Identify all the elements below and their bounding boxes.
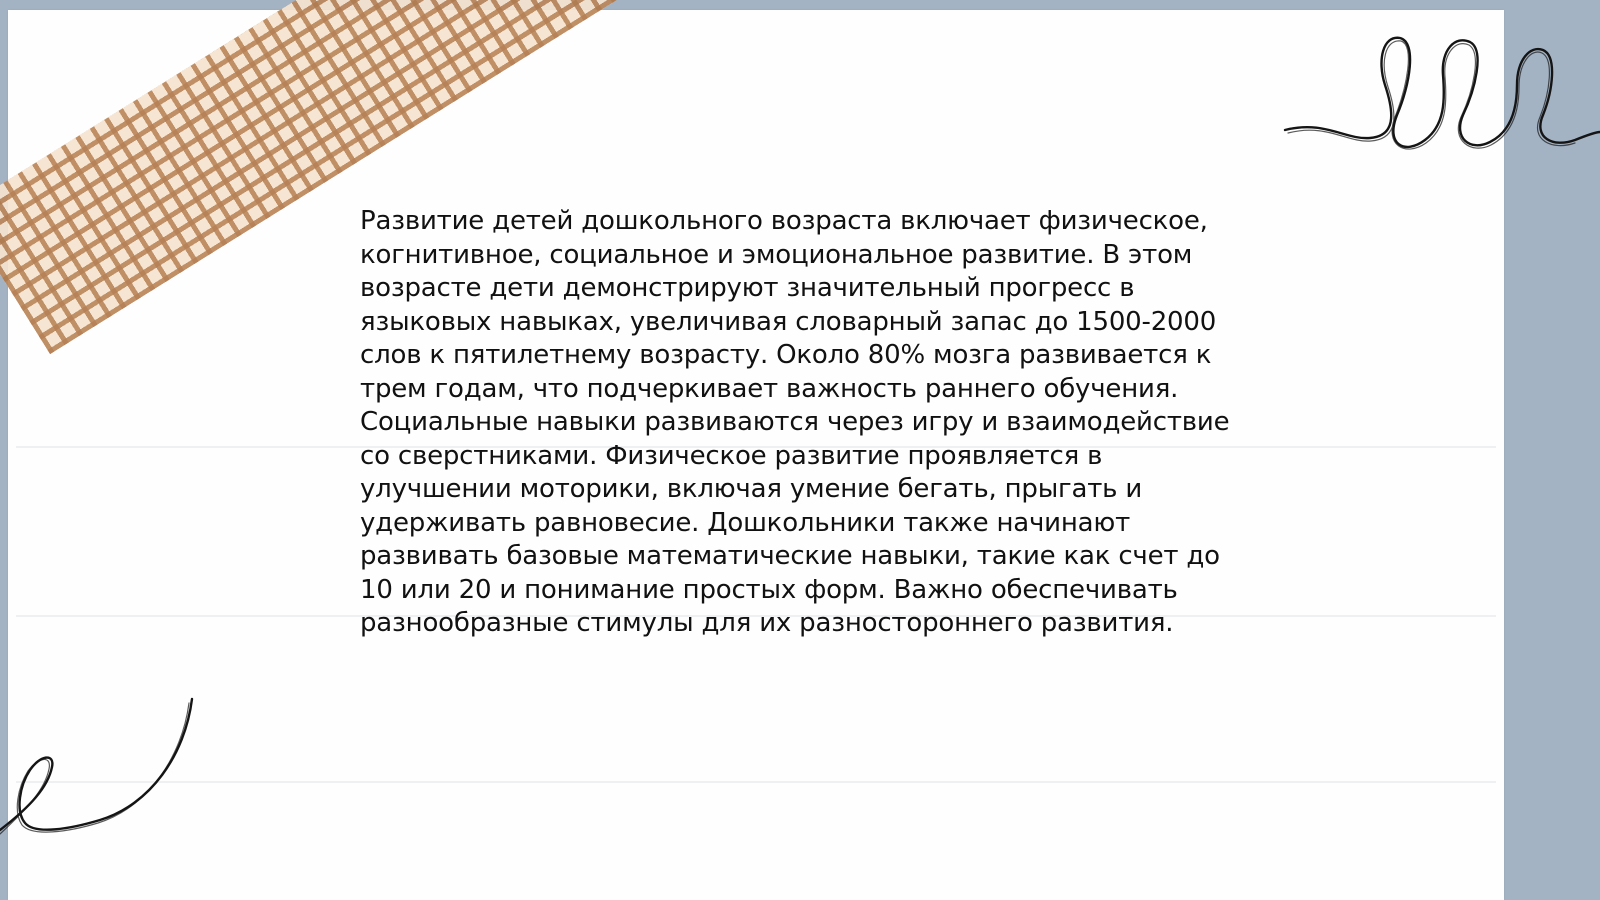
ruled-line (16, 781, 1496, 783)
swirl-scribble-icon (0, 695, 200, 855)
body-paragraph: Развитие детей дошкольного возраста включает физическое, когнитивное, социальное и эмоциональное развитие. В этом возрасте дети демонстрируют значительный прогресс в языковых навыках, увеличивая словарный запас до 1500-2000 слов к пятилетнему возрасту. Около 80% мозга развивается к трем годам, что подчеркивает важность раннего обучения. Социальные навыки развиваются через игру и взаимодействие со сверстниками. Физическое развитие проявляется в улучшении моторики, включая умение бегать, прыгать и удерживать равновесие. Дошкольники также начинают развивать базовые математические навыки, такие как счет до 10 или 20 и понимание простых форм. Важно обеспечивать разнообразные стимулы для их разностороннего развития. (360, 206, 1230, 638)
loop-scribble-icon (1285, 30, 1600, 165)
